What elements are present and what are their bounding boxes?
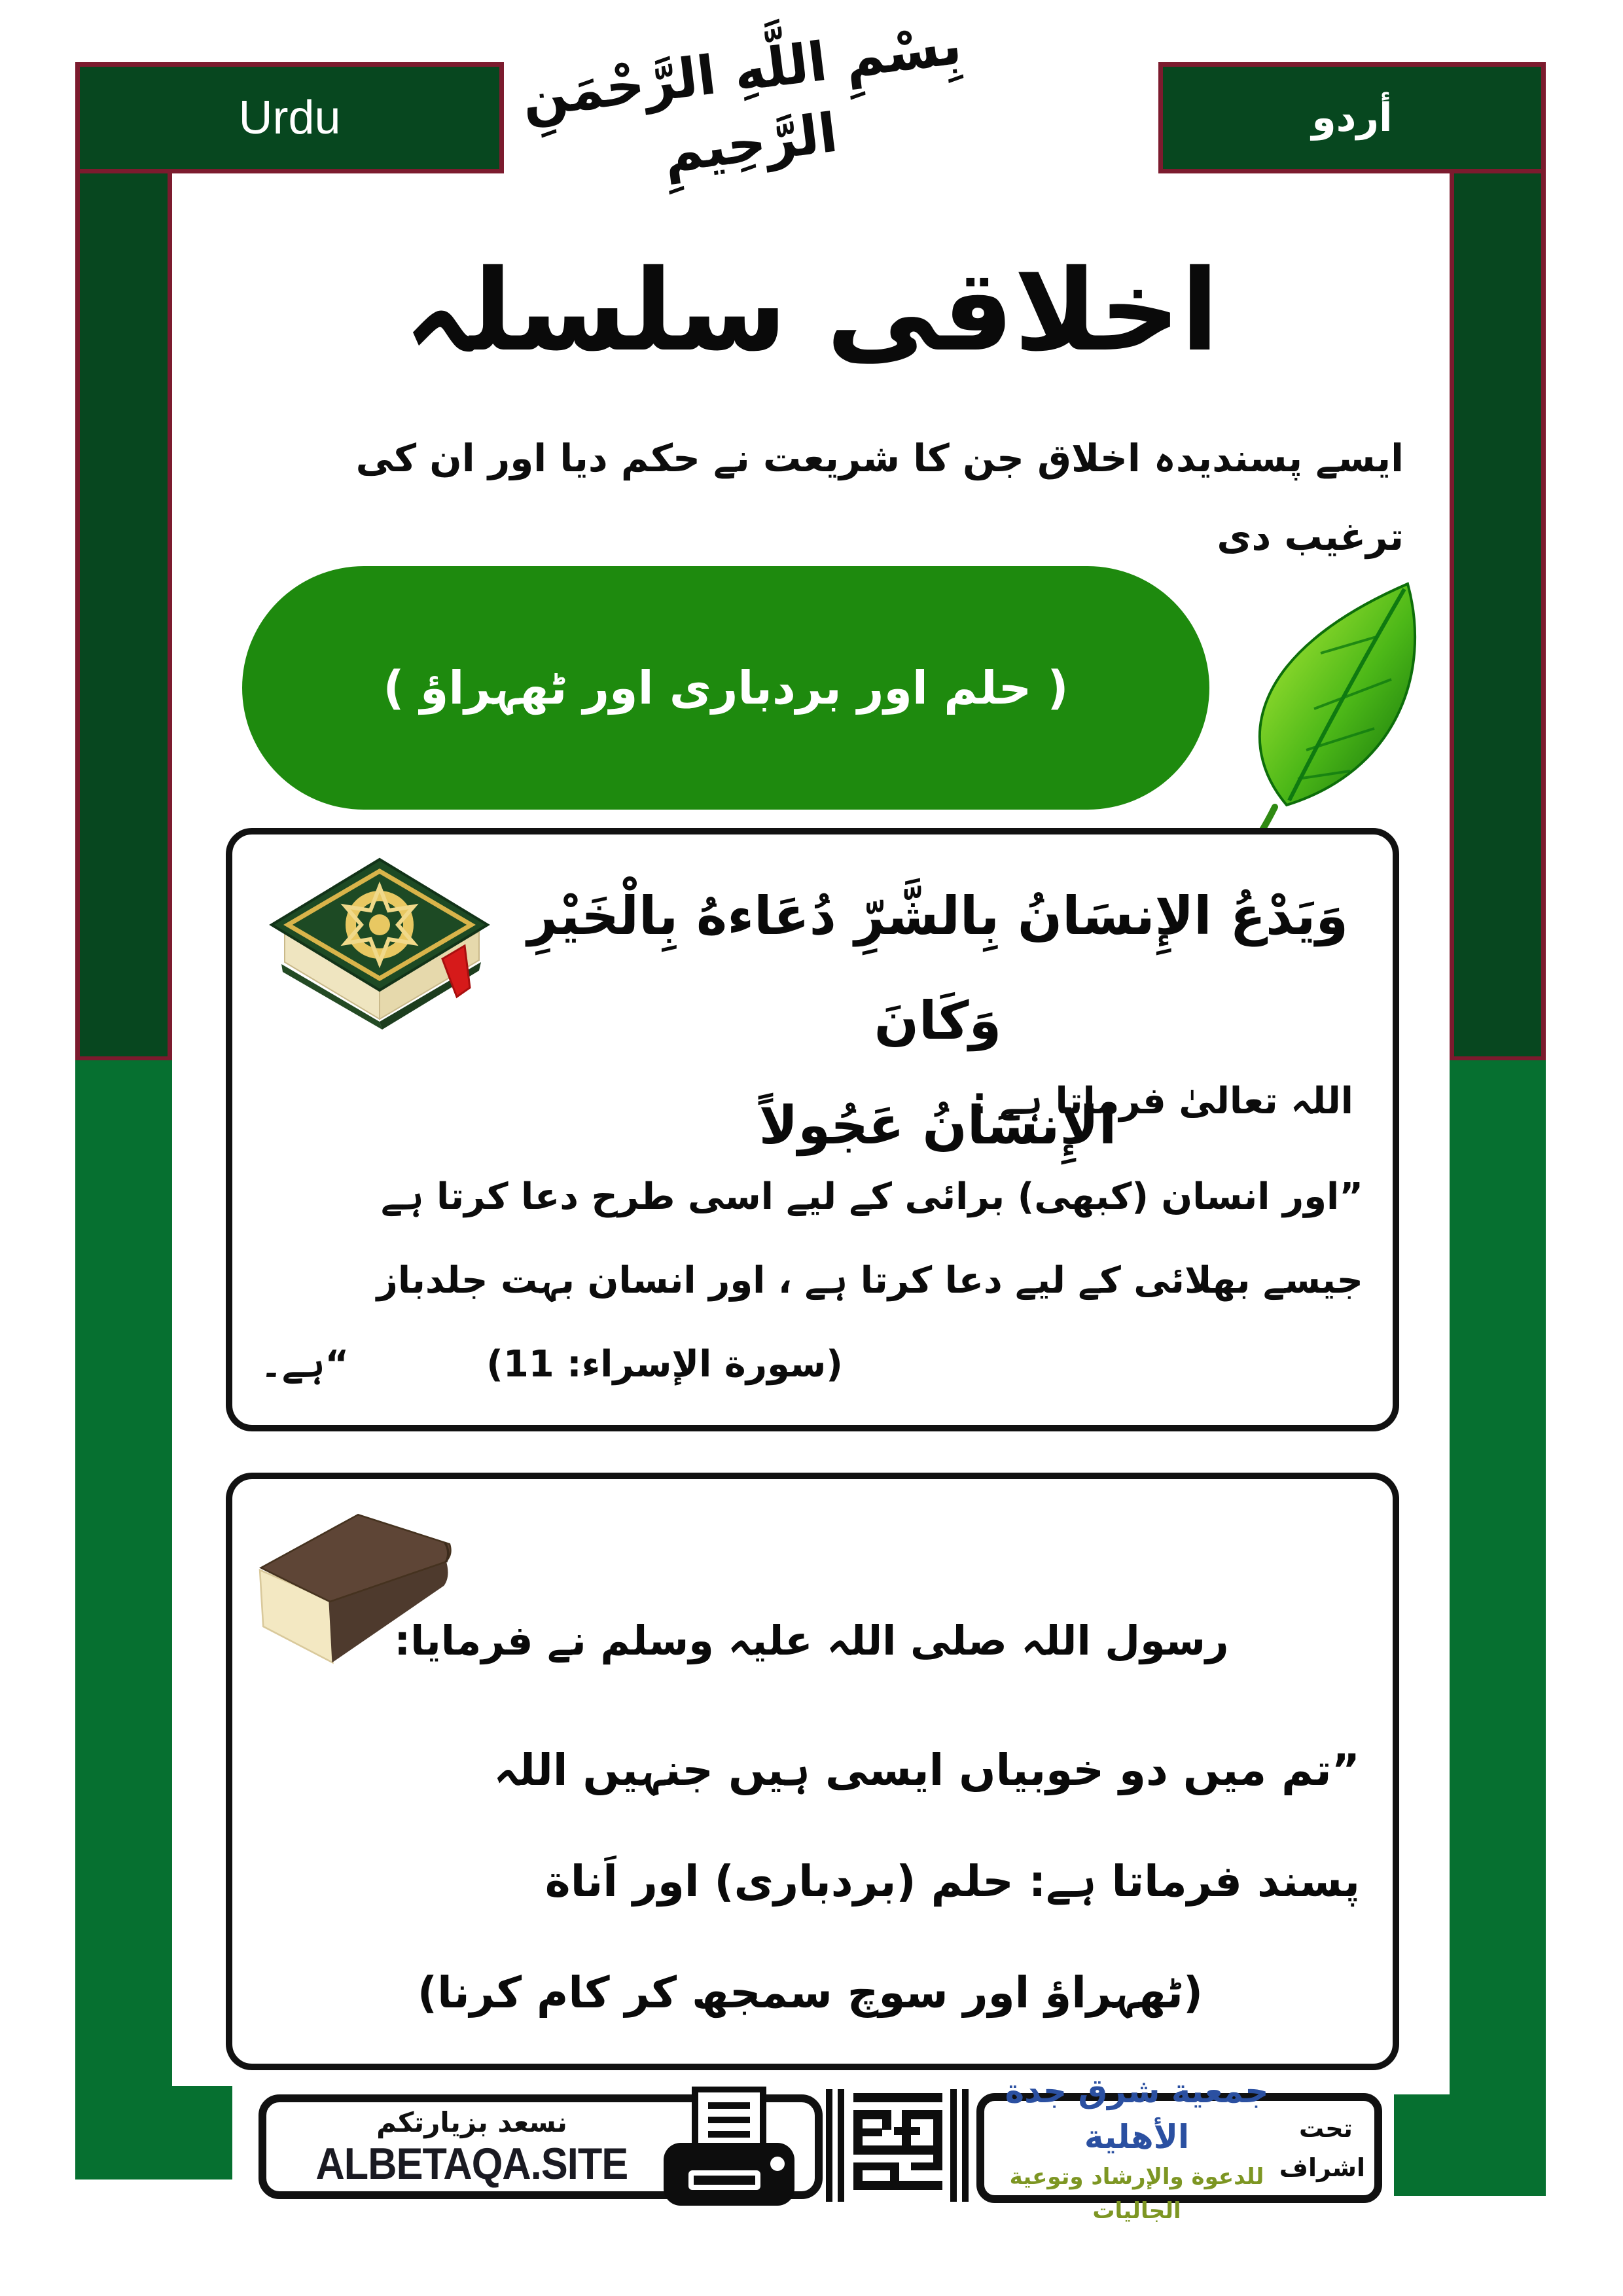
hadith-text <box>260 1715 1360 2049</box>
frame-right-foot <box>1394 2094 1546 2196</box>
hadith-card <box>226 1473 1399 2070</box>
organization-names <box>993 2068 1280 2228</box>
visit-text: نسعد بزيارتكم <box>376 2106 567 2138</box>
page-subtitle <box>190 419 1404 576</box>
supervision-word-2: اشراف <box>1279 2153 1365 2182</box>
hadith-line-3: (ٹھہراؤ اور سوچ سمجھ کر کام کرنا) <box>417 1967 1204 2018</box>
printer-icon <box>654 2087 804 2210</box>
supervision-box <box>976 2072 1382 2224</box>
verse-line-2: الإِنسَانُ عَجُولاً <box>758 1095 1117 1156</box>
quran-verse-arabic <box>512 864 1363 1178</box>
hadith-line-1: ”تم میں دو خوبیاں ایسی ہیں جنہیں اللہ <box>493 1745 1360 1795</box>
language-label-arabic <box>1158 62 1546 173</box>
verse-line-1: وَيَدْعُ الإِنسَانُ بِالشَّرِّ دُعَاءهُ بِالْخَيْرِ وَكَانَ <box>527 886 1349 1051</box>
hadith-line-2: پسند فرماتا ہے: حلم (بردباری) اور اَناة <box>544 1856 1360 1907</box>
leaf-icon <box>1216 575 1432 863</box>
bismillah-calligraphy: بِسْمِ اللَّهِ الرَّحْمَنِ الرَّحِيمِ <box>518 14 965 185</box>
kufic-logo <box>826 2089 969 2202</box>
supervision-label <box>1279 2109 1365 2187</box>
frame-left-bar-bottom <box>75 1060 172 2086</box>
verse-citation: (سورة الإسراء: 11) <box>486 1343 843 1386</box>
frame-left-foot <box>75 2086 232 2179</box>
quran-book-icon <box>249 848 510 1050</box>
frame-left-bar-top <box>75 172 172 1060</box>
language-label-english-text: Urdu <box>238 92 341 144</box>
organization-name-secondary: للدعوة والإرشاد وتوعية الجاليات <box>1009 2164 1264 2224</box>
supervision-word-1: تحت <box>1299 2114 1353 2143</box>
site-name: ALBETAQA.SITE <box>315 2139 628 2189</box>
hadith-intro: رسول اللہ صلی اللہ علیہ وسلم نے فرمایا: <box>394 1617 1229 1664</box>
verse-translation <box>257 1155 1363 1407</box>
topic-pill <box>242 566 1209 810</box>
frame-right-bar-bottom <box>1450 1060 1546 2094</box>
language-label-arabic-text: أردو <box>1311 95 1393 141</box>
subtitle-line-2: ترغیب دی <box>1217 514 1404 559</box>
subtitle-line-1: ایسے پسندیدہ اخلاق جن کا شریعت نے حکم دیا اور ان کی <box>355 436 1404 480</box>
language-label-english <box>75 62 504 173</box>
page-title: اخلاقی سلسلہ <box>404 245 1219 376</box>
translation-line-1: ”اور انسان (کبھی) برائی کے لیے اسی طرح دعا کرتا ہے <box>380 1175 1363 1218</box>
verse-intro: اللہ تعالیٰ فرماتا ہے : <box>972 1080 1353 1122</box>
frame-right-bar-top <box>1450 172 1546 1060</box>
translation-line-3-end: ہے۔“ <box>260 1343 349 1386</box>
translation-line-3 <box>257 1323 1363 1407</box>
organization-name-primary: جمعية شرق جدة الأهلية <box>1005 2072 1269 2156</box>
translation-line-2: جیسے بھلائی کے لیے دعا کرتا ہے ، اور انسان بہت جلدباز <box>376 1259 1363 1302</box>
quran-verse-card <box>226 828 1399 1431</box>
topic-pill-text: ( حلم اور بردباری اور ٹھہراؤ ) <box>383 661 1069 715</box>
